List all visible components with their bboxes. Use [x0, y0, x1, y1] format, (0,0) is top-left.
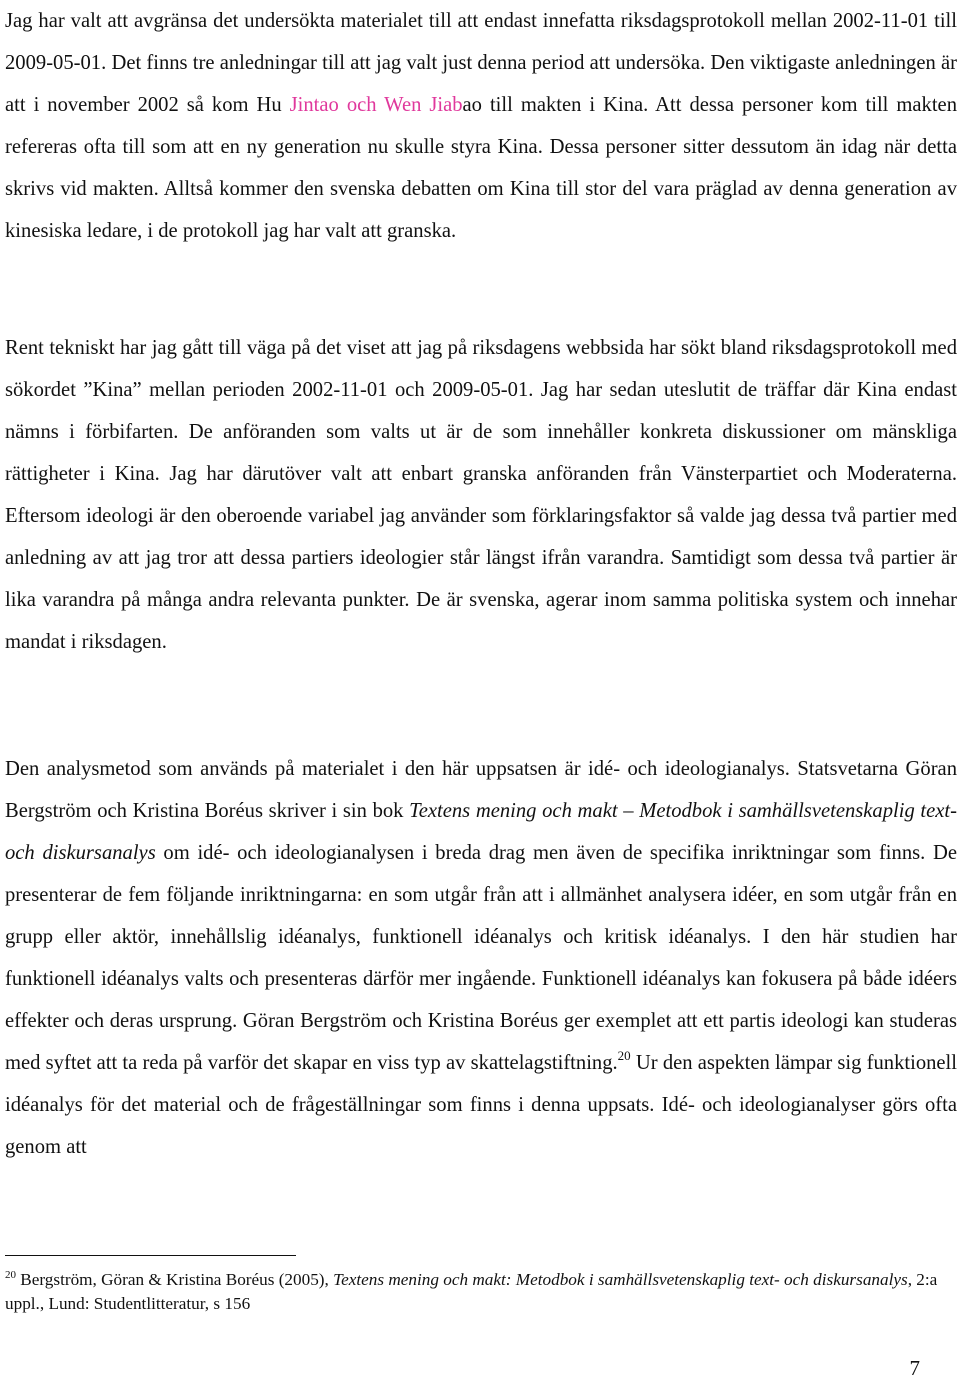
paragraph-1-text-end: ao till makten i Kina. Att dessa personer kom till makten refereras ofta till som att en ny generation nu skulle styra Kina. Dessa personer sitter dessutom än idag när detta skrivs vid makten. Alltså kommer den svenska debatten om Kina till stor del vara präglad av denna generation av kinesiska ledare, i de protokoll jag har valt att granska. — [5, 94, 957, 242]
paragraph-3-text-middle: om idé- och ideologianalysen i breda drag men även de specifika inriktningar som finns. De presenterar de fem följande inriktningarna: en som utgår från att i allmänhet analysera idéer, en som utgår från en grupp eller aktör, innehållslig idéanalys, funktionell idéanalys och kritisk idéanalys. I den här studien har funktionell idéanalys valts och presenteras därför mer ingående. Funktionell idéanalys kan fokusera på både idéers effekter och deras ursprung. Göran Bergström och Kristina Boréus ger exemplet att ett partis ideologi kan studeras med syftet att ta reda på varför det skapar en viss typ av skattelagstiftning. — [5, 842, 957, 1074]
highlighted-names: Jintao och Wen Jiab — [289, 94, 463, 116]
footnote-text-start: Bergström, Göran & Kristina Boréus (2005), — [16, 1270, 334, 1289]
paragraph-1-text-start: Jag har valt att avgränsa det undersökta materialet till att endast innefatta riksdagsprotokoll mellan 2002-11-01 till 2009-05-01. Det finns tre anledningar till att jag valt just denna period att undersöka. Den viktigaste anledningen är att i november 2002 så kom Hu — [5, 10, 957, 116]
footnote-separator — [5, 1255, 296, 1256]
footnote-number: 20 — [5, 1269, 16, 1281]
paragraph-3 — [5, 748, 957, 1168]
footnote-reference[interactable]: 20 — [617, 1048, 631, 1063]
paragraph-1 — [5, 0, 957, 252]
footnote-book-title: Textens mening och makt: Metodbok i samhällsvetenskaplig text- och diskursanalys — [333, 1270, 908, 1289]
document-page — [5, 0, 957, 1384]
footnote — [5, 1268, 957, 1316]
page-number: 7 — [909, 1356, 920, 1380]
paragraph-3-text-start: Den analysmetod som används på materialet i den här uppsatsen är idé- och ideologianalys. Statsvetarna Göran Bergström och Kristina Boréus skriver i sin bok — [5, 758, 957, 822]
footnote-text-end: , 2:a uppl., Lund: Studentlitteratur, s 156 — [5, 1270, 938, 1313]
paragraph-2: Rent tekniskt har jag gått till väga på det viset att jag på riksdagens webbsida har sökt bland riksdagsprotokoll med sökordet ”Kina” mellan perioden 2002-11-01 och 2009-05-01. Jag har sedan uteslutit de träffar där Kina endast nämns i förbifarten. De anföranden som valts ut är de som innehåller konkreta diskussioner om mänskliga rättigheter i Kina. Jag har därutöver valt att enbart granska anföranden från Vänsterpartiet och Moderaterna. Eftersom ideologi är den oberoende variabel jag använder som förklaringsfaktor så valde jag dessa två partier med anledning av att jag tror att dessa partiers ideologier står längst ifrån varandra. Samtidigt som dessa två partier är lika varandra på många andra relevanta punkter. De är svenska, agerar inom samma politiska system och innehar mandat i riksdagen. — [5, 337, 957, 653]
book-title: Textens mening och makt – Metodbok i samhällsvetenskaplig text- och diskursanalys — [5, 800, 957, 864]
paragraph-3-text-end: Ur den aspekten lämpar sig funktionell idéanalys för det material och de frågeställningar som finns i denna uppsats. Idé- och ideologianalyser görs ofta genom att — [5, 1052, 958, 1158]
